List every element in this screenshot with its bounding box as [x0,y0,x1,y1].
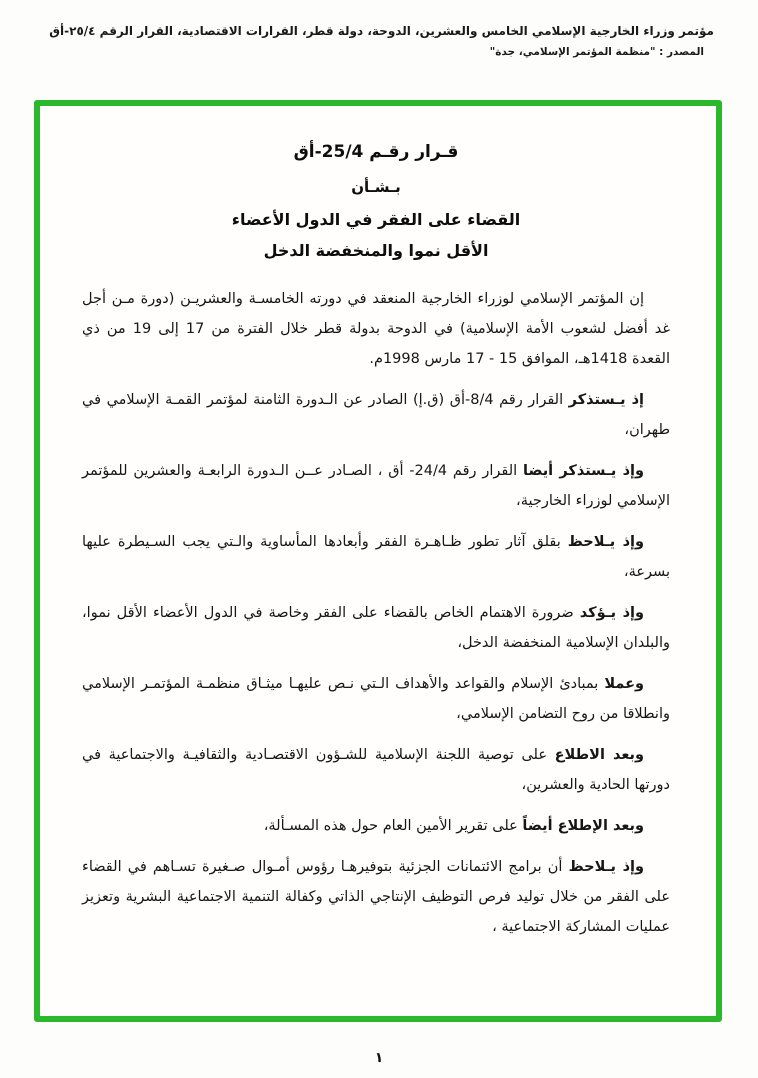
clause-paragraph [82,385,670,445]
clause-paragraph [82,527,670,587]
clause-lead: وإذ يـؤكد [579,605,644,621]
subject-line-2: الأقل نموا والمنخفضة الدخل [263,241,489,260]
title-block [82,142,670,260]
clause-paragraph [82,456,670,516]
resolution-number: قـرار رقـم 25/4-أق [293,142,459,162]
clause-lead: وإذ يـلاحظ [567,534,645,550]
clause-lead: وإذ يـستذكر أيضا [523,463,645,479]
clause-text: بمبادئ الإسلام والقواعد والأهداف الـتي نـص عليهـا ميثـاق منظمـة المؤتمـر الإسلامي وانطلاقا من روح التضامن الإسلامي، [82,676,670,722]
page-footer [0,1050,758,1066]
page-number: ١ [374,1050,384,1066]
clause-text: بقلق آثار تطور ظـاهـرة الفقر وأبعادها المأساوية والـتي يجب السـيطرة عليها بسرعة، [82,534,670,580]
clause-paragraph [82,852,670,942]
regarding-label: بـشـأن [351,178,401,196]
clause-paragraph [82,598,670,658]
clause-paragraph [82,811,670,841]
clause-text: القرار رقم 24/4- أق ، الصـادر عــن الـدورة الرابعـة والعشرين للمؤتمر الإسلامي لوزراء الخارجية، [82,463,670,509]
clause-paragraph [82,669,670,729]
clause-text: إن المؤتمر الإسلامي لوزراء الخارجية المنعقد في دورته الخامسـة والعشريـن (دورة مـن أجل غد أفضل لشعوب الأمة الإسلامية) في الدوحة بدولة قطر خلال الفترة من 17 إلى 19 من ذي القعدة 1418هـ، الموافق 15 - 17 مارس 1998م. [82,291,670,367]
clause-lead: وإذ يـلاحظ [568,859,644,875]
clause-text: على تقرير الأمين العام حول هذه المسـألة، [263,818,518,834]
source-header-line2: المصدر : "منظمة المؤتمر الإسلامي، جدة" [489,46,704,58]
source-header-line1: مؤتمر وزراء الخارجية الإسلامي الخامس والعشرين، الدوحة، دولة قطر، القرارات الاقتصادية، القرار الرقم ٢٥/٤-أق [49,24,714,38]
clause-text: القرار رقم 8/4-أق (ق.إ) الصادر عن الـدورة الثامنة لمؤتمر القمـة الإسلامي في طهران، [82,392,670,438]
clause-paragraph [82,740,670,800]
clause-text: على توصية اللجنة الإسلامية للشـؤون الاقتصـادية والثقافيـة والاجتماعية في دورتها الحادية والعشرين، [82,747,670,793]
subject-line-1: القضاء على الفقر في الدول الأعضاء [231,210,521,229]
preamble-paragraph [82,284,670,374]
clause-lead: وبعد الاطلاع [554,747,644,763]
document-green-frame [34,100,722,1022]
clause-lead: وعملا [604,676,644,692]
clause-lead: وبعد الإطلاع أيضاً [522,818,644,834]
clause-lead: إذ يـستذكر [568,392,644,408]
source-header [36,22,714,61]
clause-text: أن برامج الائتمانات الجزئية بتوفيرهـا رؤوس أمـوال صـغيرة تسـاهم في القضاء على الفقر من خلال توليد فرص التوظيف الإنتاجي الذاتي وكفالة التنمية الاجتماعية البشرية وتعزيز عمليات المشاركة الاجتماعية ، [82,859,670,935]
document-body [82,284,670,942]
clause-text: ضرورة الاهتمام الخاص بالقضاء على الفقر وخاصة في الدول الأعضاء الأقل نموا، والبلدان الإسلامية المنخفضة الدخل، [82,605,670,651]
